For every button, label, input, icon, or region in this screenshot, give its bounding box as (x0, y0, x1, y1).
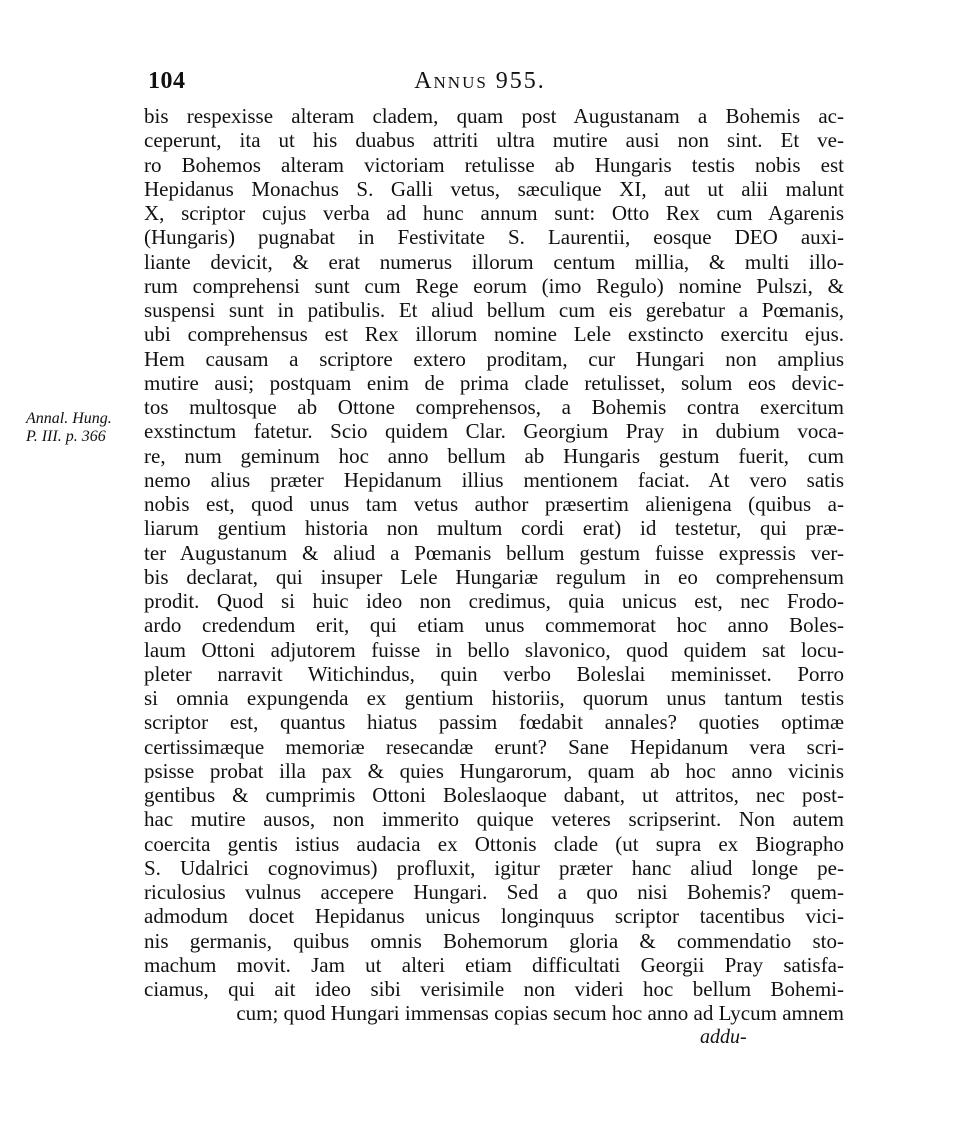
text-line: bis declarat, qui insuper Lele Hungariæ regulum in eo comprehensum (144, 564, 844, 589)
text-line: machum movit. Jam ut alteri etiam difficultati Georgii Pray satisfa- (144, 952, 844, 977)
running-head: Annus 955. (414, 68, 546, 94)
text-line: X, scriptor cujus verba ad hunc annum sunt: Otto Rex cum Agarenis (144, 201, 844, 225)
text-line: scriptor est, quantus hiatus passim fœdabit annales? quoties optimæ (144, 710, 844, 735)
text-line: tos multosque ab Ottone comprehensos, a Bohemis contra exercitum (144, 395, 844, 419)
text-line: mutire ausi; postquam enim de prima clade retulisset, solum eos devic- (144, 370, 844, 395)
margin-note-line: P. III. p. 366 (26, 428, 106, 445)
text-line: prodit. Quod si huic ideo non credimus, quia unicus est, nec Frodo- (144, 589, 844, 613)
text-line: nemo alius præter Hepidanum illius mentionem faciat. At vero satis (144, 467, 844, 492)
text-line: nobis est, quod unus tam vetus author præsertim alienigena (quibus a- (144, 492, 844, 516)
text-line: exstinctum fatetur. Scio quidem Clar. Georgium Pray in dubium voca- (144, 419, 844, 444)
text-line: (Hungaris) pugnabat in Festivitate S. Laurentii, eosque DEO auxi- (144, 225, 844, 250)
text-line: re, num geminum hoc anno bellum ab Hungaris gestum fuerit, cum (144, 443, 844, 468)
margin-note (26, 410, 142, 446)
text-line: certissimæque memoriæ resecandæ erunt? Sane Hepidanum vera scri- (144, 734, 844, 759)
text-line: ciamus, qui ait ideo sibi verisimile non videri hoc bellum Bohemi- (144, 977, 844, 1001)
text-line: rum comprehensi sunt cum Rege eorum (imo Regulo) nomine Pulszi, & (144, 273, 844, 298)
page-number: 104 (148, 68, 186, 94)
text-line: gentibus & cumprimis Ottoni Boleslaoque dabant, ut attritos, nec post- (144, 783, 844, 807)
text-line: coercita gentis istius audacia ex Ottonis clade (ut supra ex Biographo (144, 831, 844, 856)
text-line: liarum gentium historia non multum cordi erat) id testetur, qui præ- (144, 516, 844, 541)
text-line: admodum docet Hepidanus unicus longinquus scriptor tacentibus vici- (144, 904, 844, 929)
text-line: psisse probat illa pax & quies Hungarorum, quam ab hoc anno vicinis (144, 758, 844, 783)
catchword: addu- (700, 1026, 747, 1048)
margin-note-line: Annal. Hung. (26, 410, 112, 427)
text-line: Hem causam a scriptore extero proditam, cur Hungari non amplius (144, 346, 844, 371)
text-line: si omnia expungenda ex gentium historiis, quorum unus tantum testis (144, 686, 844, 710)
text-line: ter Augustanum & aliud a Pœmanis bellum gestum fuisse expressis ver- (144, 540, 844, 565)
text-line: liante devicit, & erat numerus illorum centum millia, & multi illo- (144, 249, 844, 274)
text-line: ro Bohemos alteram victoriam retulisse ab Hungaris testis nobis est (144, 152, 844, 177)
text-line: ubi comprehensus est Rex illorum nomine Lele exstincto exercitu ejus. (144, 322, 844, 347)
text-line: suspensi sunt in patibulis. Et aliud bellum cum eis gerebatur a Pœmanis, (144, 298, 844, 322)
text-line: nis germanis, quibus omnis Bohemorum gloria & commendatio sto- (144, 928, 844, 953)
text-line: hac mutire ausos, non immerito quique veteres scripserint. Non autem (144, 807, 844, 832)
text-line: ceperunt, ita ut his duabus attriti ultra mutire ausi non sint. Et ve- (144, 128, 844, 153)
text-line: laum Ottoni adjutorem fuisse in bello slavonico, quod quidem sat locu- (144, 637, 844, 662)
body-text (144, 104, 844, 1026)
text-line: S. Udalrici cognovimus) profluxit, igitur præter hanc aliud longe pe- (144, 855, 844, 880)
text-line: riculosius vulnus accepere Hungari. Sed a quo nisi Bohemis? quem- (144, 880, 844, 904)
text-line: cum; quod Hungari immensas copias secum hoc anno ad Lycum amnem (236, 1001, 844, 1026)
text-line: bis respexisse alteram cladem, quam post Augustanam a Bohemis ac- (144, 104, 844, 128)
text-line: pleter narravit Witichindus, quin verbo Boleslai meminisset. Porro (144, 661, 844, 686)
text-line: ardo credendum erit, qui etiam unus commemorat hoc anno Boles- (144, 613, 844, 638)
text-line: Hepidanus Monachus S. Galli vetus, sæculique XI, aut ut alii malunt (144, 176, 844, 201)
